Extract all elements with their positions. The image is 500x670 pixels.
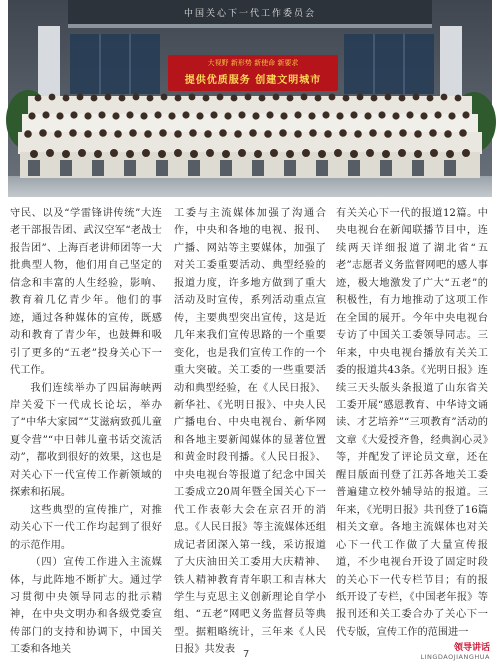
paragraph: 工委与主流媒体加强了沟通合作，中央和各地的电视、报刊、广播、网站等主要媒体，加强了对关工委重要活动、典型经验的报道力度，许多地方做到了重大活动及时宣传，系列活动重点宣传，主要典型突出宣传，这是近几年来我们宣传思路的一个重要变化，也是我们宣传工作的一个重大突破。关工委的一些重要活动和典型经验，在《人民日报》、新华社、《光明日报》、中央人民广播电台、中央电视台、新华网和各地主要新闻媒体的显著位置和黄金时段刊播。《人民日报》、中央电视台等报道了纪念中国关工委成立20周年暨全国关心下一代工作表彰大会在京召开的消息。《人民日报》等主流媒体还组成记者团深入第一线，采访报道了大庆油田关工委用大庆精神、铁人精神教育青年职工和吉林大学生与克思主义创新理论自学小组、“五老”网吧义务监督员等典型。据粗略统计，三年来《人民日报》共发表 bbox=[174, 208, 326, 656]
paragraph: （四）宣传工作进入主流媒体，与此阵地不断扩大。通过学习贯彻中央领导同志的批示精神，在中央文明办和各级党委宣传部门的支持和协调下，中国关工委和各地关 bbox=[10, 557, 162, 656]
page-number: 7 bbox=[243, 649, 250, 660]
group-photo bbox=[8, 0, 492, 197]
magazine-mark bbox=[420, 640, 490, 661]
paragraph: 我们连续举办了四届海峡两岸关爱下一代成长论坛，举办了“中华大家园”“艾滋病致孤儿童夏令营”“中日韩儿童书话交流活动”，都收到很好的效果，这也是对关心下一代宣传工作新领域的探索和拓展。 bbox=[10, 382, 162, 499]
banner-line-2: 提供优质服务 创建文明城市 bbox=[184, 75, 322, 86]
text-column-2 bbox=[174, 205, 326, 656]
paragraph: 守民、以及“学雷锋讲传统”大连老干部报告团、武汉空军“老战士报告团”、上海百老讲师团等一大批典型人物，他们用自己坚定的信念和丰富的人生经验，影响、教育着几亿青少年。他们的事迹，通过各种媒体的宣传，既感动和教育了青少年，也鼓舞和吸引了更多的“五老”投身关心下一代工作。 bbox=[10, 208, 162, 377]
magazine-name: 领导讲话 bbox=[453, 643, 490, 653]
text-column-1 bbox=[10, 205, 162, 656]
banner-line-1: 大视野 新形势 新使命 新要求 bbox=[207, 59, 299, 67]
text-column-3 bbox=[336, 205, 488, 638]
paragraph: 有关关心下一代的报道12篇。中央电视台在新闻联播节目中，连续两天详细报道了湖北省“五老”志愿者义务监督网吧的感人事迹，极大地激发了广大“五老”的积极性，有力地推动了这项工作在全国的展开。今年中央电视台专访了中国关工委领导同志。三年来，中央电视台播放有关关工委的报道共43条。《光明日报》连续三天头版头条报道了山东省关工委开展“感恩教育、中华诗文诵读、才艺培养”“三项教育”活动的文章《大爱授齐鲁，经典润心灵》等，并配发了评论员文章，还在醒目版面刊登了江苏各地关工委普遍建立校外辅导站的报道。三年来，《光明日报》共刊登了16篇相关文章。各地主流媒体也对关心下一代工作做了大量宣传报道，不少电视台开设了固定时段的关心下一代专栏节目；有的报纸开设了专栏，《中国老年报》等报刊还和关工委合办了关心下一代专版，宣传工作的范围进一 bbox=[336, 208, 488, 638]
group-photo-illustration bbox=[8, 0, 492, 197]
magazine-pinyin: LINGDAOJIANGHUA bbox=[420, 653, 490, 661]
paragraph: 这些典型的宣传推广，对推动关心下一代工作均起到了很好的示范作用。 bbox=[10, 504, 162, 551]
building-sign: 中国关心下一代工作委员会 bbox=[183, 9, 316, 19]
red-banner bbox=[168, 55, 338, 91]
crowd-rows bbox=[18, 94, 482, 178]
